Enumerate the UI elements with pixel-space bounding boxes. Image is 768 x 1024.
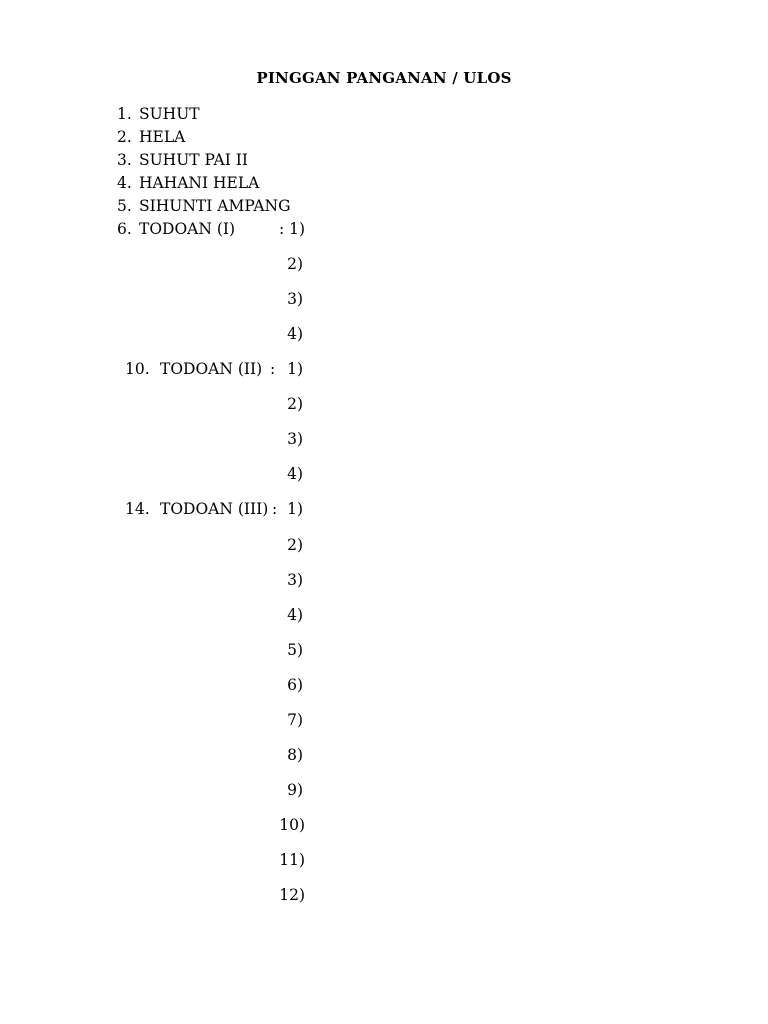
sub-entry: 4) [287,465,303,483]
sub-entry: 11) [279,851,305,869]
sub-entry: 8) [287,746,303,764]
colon: : [270,360,276,378]
list-number: 1. [117,105,132,123]
list-number: 2. [117,128,132,146]
list-item: SUHUT [139,105,200,123]
list-item: TODOAN (III) [160,500,269,518]
sub-entry: 4) [287,325,303,343]
sub-entry: 3) [287,571,303,589]
todoan-1-first-entry: : 1) [279,220,306,238]
sub-entry: 1) [287,500,303,518]
sub-entry: 1) [287,360,303,378]
sub-entry: 4) [287,606,303,624]
sub-entry: 9) [287,781,303,799]
sub-entry: 2) [287,536,303,554]
list-item: HAHANI HELA [139,174,260,192]
sub-entry: 2) [287,395,303,413]
sub-entry: 7) [287,711,303,729]
list-number: 14. [125,500,150,518]
sub-entry: 10) [279,816,305,834]
list-number: 10. [125,360,150,378]
sub-entry: 6) [287,676,303,694]
list-number: 5. [117,197,132,215]
sub-entry: 3) [287,430,303,448]
sub-entry: 5) [287,641,303,659]
sub-entry: 3) [287,290,303,308]
colon: : [272,500,278,518]
list-number: 4. [117,174,132,192]
list-item: SIHUNTI AMPANG [139,197,291,215]
list-item: TODOAN (I) [139,220,236,238]
list-item: TODOAN (II) [160,360,263,378]
sub-entry: 12) [279,886,305,904]
list-item: SUHUT PAI II [139,151,249,169]
list-item: HELA [139,128,186,146]
list-number: 6. [117,220,132,238]
list-number: 3. [117,151,132,169]
document-title: PINGGAN PANGANAN / ULOS [256,69,512,87]
sub-entry: 2) [287,255,303,273]
